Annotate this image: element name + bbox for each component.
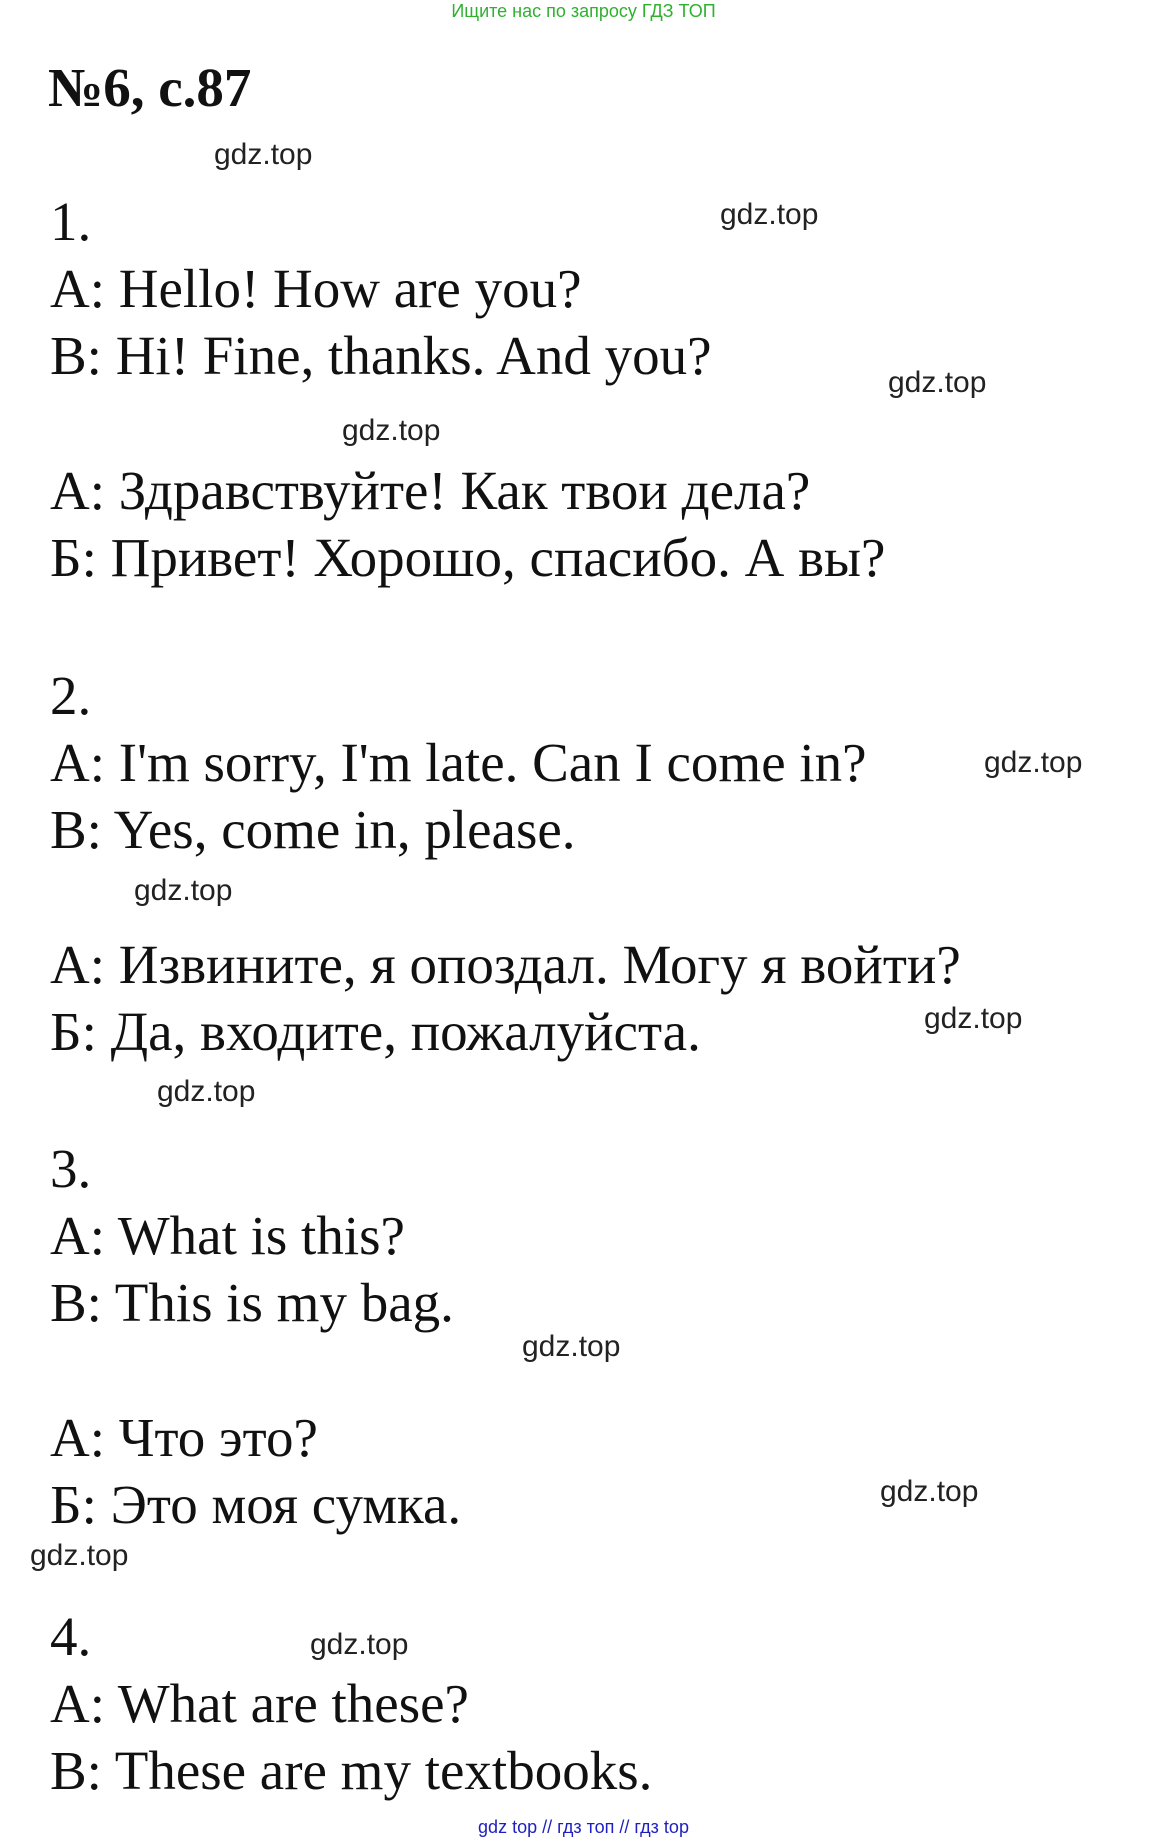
section-1-russian-line-b: Б: Привет! Хорошо, спасибо. А вы?	[50, 527, 886, 588]
section-3-russian-line-b: Б: Это моя сумка.	[50, 1474, 462, 1535]
section-2-russian-line-b: Б: Да, входите, пожалуйста.	[50, 1001, 701, 1062]
section-2-english-line-b: B: Yes, come in, please.	[50, 799, 576, 860]
watermark: gdz.top	[924, 1002, 1023, 1035]
section-4-english-line-b: B: These are my textbooks.	[50, 1740, 653, 1801]
section-2-russian-line-a: А: Извините, я опоздал. Могу я войти?	[50, 934, 961, 995]
watermark: gdz.top	[157, 1075, 256, 1108]
section-1-russian-line-a: А: Здравствуйте! Как твои дела?	[50, 460, 811, 521]
watermark: gdz.top	[880, 1475, 979, 1508]
watermark: gdz.top	[214, 138, 313, 171]
section-3-english-line-b: B: This is my bag.	[50, 1272, 454, 1333]
section-4-english-line-a: A: What are these?	[50, 1673, 469, 1734]
page-title: №6, с.87	[48, 57, 252, 118]
top-banner: Ищите нас по запросу ГДЗ ТОП	[451, 1, 716, 21]
footer-links: gdz top // гдз топ // гдз top	[478, 1817, 689, 1837]
section-3-russian-line-a: А: Что это?	[50, 1407, 318, 1468]
section-2-english-line-a: A: I'm sorry, I'm late. Can I come in?	[50, 732, 867, 793]
watermark: gdz.top	[134, 874, 233, 907]
section-1-english-line-a: A: Hello! How are you?	[50, 258, 582, 319]
watermark: gdz.top	[720, 198, 819, 231]
section-1-english-line-b: B: Hi! Fine, thanks. And you?	[50, 325, 712, 386]
watermark: gdz.top	[984, 746, 1083, 779]
watermark: gdz.top	[522, 1330, 621, 1363]
section-4-number: 4.	[50, 1606, 92, 1667]
watermark: gdz.top	[342, 414, 441, 447]
section-3-english-line-a: A: What is this?	[50, 1205, 405, 1266]
watermark: gdz.top	[30, 1539, 129, 1572]
section-1-number: 1.	[50, 191, 92, 252]
watermark: gdz.top	[888, 366, 987, 399]
section-2-number: 2.	[50, 665, 92, 726]
watermark: gdz.top	[310, 1628, 409, 1661]
section-3-number: 3.	[50, 1138, 92, 1199]
